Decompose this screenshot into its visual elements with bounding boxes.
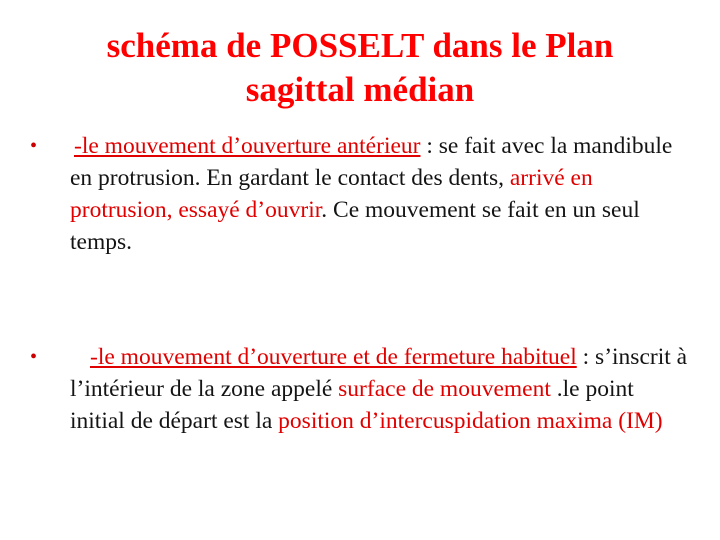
bullet-marker: • xyxy=(30,135,38,157)
bullet-text: se fait avec la mandibule en protrusion. En gardant le contact des dents, xyxy=(70,133,673,191)
bullet-opening-anterior xyxy=(30,130,690,258)
slide-title xyxy=(40,24,680,112)
bullet-text: .le point initial de départ est la xyxy=(70,376,634,434)
bullet-text: . Ce mouvement se fait en un seul temps. xyxy=(70,197,640,255)
bullet-highlight: surface de mouvement xyxy=(338,376,551,402)
bullet-heading: -le mouvement d’ouverture antérieur xyxy=(74,133,421,159)
bullet-highlight: position d’intercuspidation maxima (IM) xyxy=(278,408,663,434)
bullet-marker: • xyxy=(30,346,38,368)
slide-title-line-2: sagittal médian xyxy=(245,70,475,109)
bullet-heading: -le mouvement d’ouverture et de fermeture habituel xyxy=(90,344,577,370)
bullet-separator: : xyxy=(576,344,596,370)
slide-title-line-1: schéma de POSSELT dans le Plan xyxy=(106,26,614,65)
bullet-text: s’inscrit à l’intérieur de la zone appelé xyxy=(70,344,688,402)
bullet-highlight: arrivé en protrusion, essayé d’ouvrir xyxy=(70,165,593,223)
bullet-opening-closing-habitual xyxy=(30,341,690,437)
bullet-separator: : xyxy=(420,133,439,159)
